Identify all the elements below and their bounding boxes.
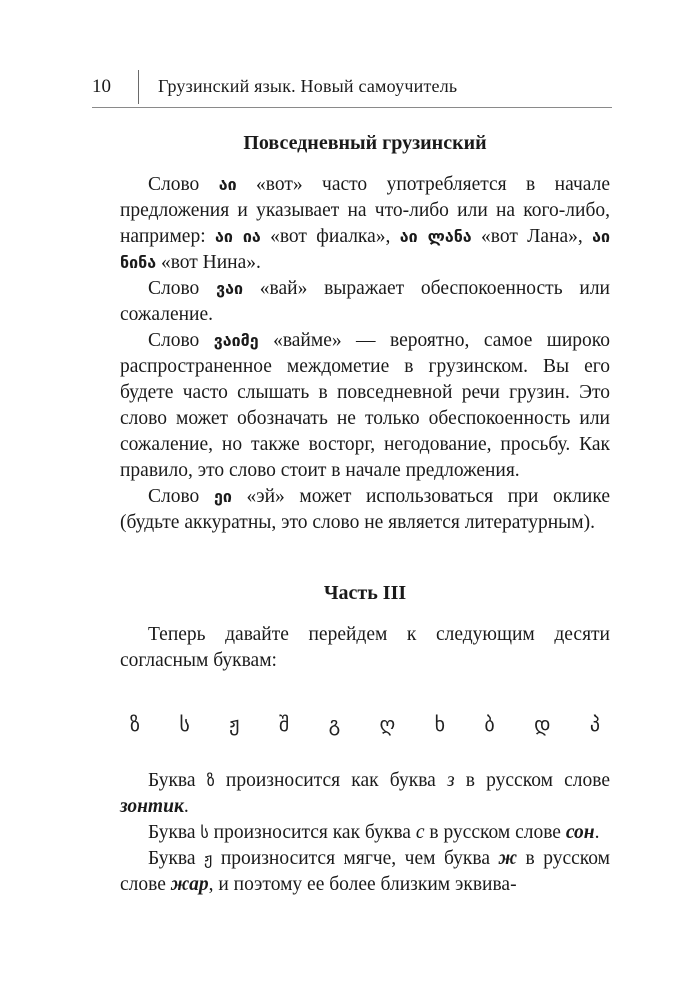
- example-word: сон: [565, 822, 595, 843]
- paragraph-ai: Слово აი «вот» часто употребляется в начале предложения и указывает на что-либо или на кого-либо, например: აი ია «вот фиалка», აი ლანა «вот Лана», აი ნინა «вот Нина».: [120, 174, 610, 273]
- georgian-word: ვაიმე: [213, 331, 259, 350]
- georgian-letter-inline: ზ: [206, 771, 215, 790]
- page-header: [92, 70, 612, 104]
- georgian-letter: ხ: [434, 712, 446, 736]
- section-title-part3: Часть III: [323, 582, 407, 604]
- russian-letter: с: [415, 822, 425, 843]
- georgian-word: აი: [218, 175, 237, 194]
- georgian-letter: ჟ: [229, 712, 240, 736]
- paragraph-vai: Слово ვაი «вай» выражает обеспокоенность или сожаление.: [120, 278, 610, 325]
- header-rule: [92, 107, 612, 108]
- paragraph-vaime: Слово ვაიმე «вайме» — вероятно, самое широко распространенное междометие в грузинском. Вы его будете часто слышать в повседневной речи грузин. Это слово может обозначать не только обеспокоенность или сожаление, но также восторг, негодование, просьбу. Как правило, это слово стоит в начале предложения.: [120, 330, 610, 481]
- georgian-letter: ბ: [484, 712, 495, 736]
- georgian-word: აი ნინა: [120, 227, 610, 272]
- georgian-letter: გ: [328, 712, 341, 736]
- georgian-word: ეი: [213, 487, 232, 506]
- letter-explanation: Буква ს произносится как буква с в русском слове сон.: [148, 822, 600, 843]
- page-number: 10: [92, 76, 111, 97]
- georgian-letter: ღ: [379, 712, 396, 736]
- letter-explanation: Буква ზ произносится как буква з в русском слове зонтик.: [120, 770, 610, 817]
- header-separator: [138, 70, 139, 104]
- georgian-word: აი ია: [214, 227, 261, 246]
- georgian-letter: პ: [589, 712, 600, 736]
- georgian-letter: ს: [179, 712, 190, 736]
- russian-letter: з: [446, 770, 455, 791]
- georgian-letters-row: [120, 712, 610, 736]
- intro-paragraph: Теперь давайте перейдем к следующим десяти согласным буквам:: [120, 624, 610, 671]
- example-word: зонтик: [120, 796, 184, 817]
- georgian-letter-inline: ჟ: [204, 849, 213, 868]
- georgian-letter: შ: [278, 712, 290, 736]
- georgian-letter-inline: ს: [200, 823, 209, 842]
- section-title-everyday: Повседневный грузинский: [243, 132, 487, 154]
- letter-explanation: Буква ჟ произносится мягче, чем буква ж в русском слове жар, и поэтому ее более близким эквива-: [120, 848, 610, 895]
- georgian-word: ვაი: [216, 279, 243, 298]
- page-content: [120, 124, 610, 898]
- russian-letter: ж: [498, 848, 518, 869]
- example-word: жар: [170, 874, 209, 895]
- running-title: Грузинский язык. Новый самоучитель: [158, 76, 458, 96]
- georgian-letter: ზ: [130, 712, 141, 736]
- georgian-word: აი ლანა: [399, 227, 472, 246]
- georgian-letter: დ: [534, 712, 551, 736]
- paragraph-ei: Слово ეი «эй» может использоваться при оклике (будьте аккуратны, это слово не является литературным).: [120, 486, 611, 533]
